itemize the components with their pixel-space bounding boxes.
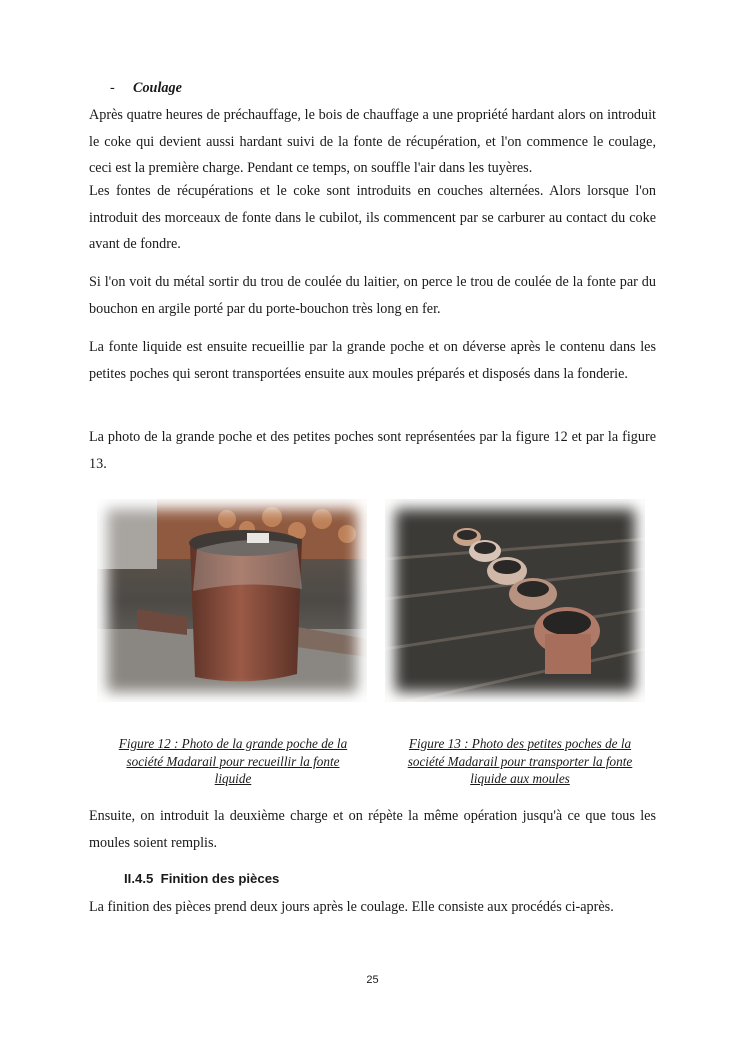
- paragraph-2: Les fontes de récupérations et le coke sont introduits en couches alternées. Alors lorsque l'on introduit des morceaux de fonte dans le cubilot, ils commencent par se carburer au contact du coke avant de fondre.: [89, 183, 656, 252]
- section-title: Coulage: [133, 80, 182, 96]
- figure-13-caption: Figure 13 : Photo des petites poches de la société Madarail pour transporter la fonte liquide aux moules: [407, 736, 633, 786]
- page-number: 25: [366, 974, 379, 986]
- bullet-dash: -: [110, 80, 115, 96]
- figure-12-caption: Figure 12 : Photo de la grande poche de la société Madarail pour recueillir la fonte liquide: [118, 736, 348, 786]
- paragraph-7: La finition des pièces prend deux jours après le coulage. Elle consiste aux procédés ci-après.: [89, 899, 614, 915]
- paragraph-4: La fonte liquide est ensuite recueillie par la grande poche et on déverse après le contenu dans les petites poches qui seront transportées ensuite aux moules préparés et disposés dans la fonderie.: [89, 339, 656, 382]
- large-ladle-image: [97, 499, 367, 702]
- paragraph-6: Ensuite, on introduit la deuxième charge et on répète la même opération jusqu'à ce que tous les moules soient remplis.: [89, 808, 656, 851]
- section-heading: [110, 78, 182, 98]
- figure-13-photo: [385, 499, 645, 702]
- paragraph-5: La photo de la grande poche et des petites poches sont représentées par la figure 12 et par la figure 13.: [89, 429, 656, 472]
- paragraph-1: Après quatre heures de préchauffage, le bois de chauffage a une propriété hardant alors on introduit le coke qui devient aussi hardant suivi de la fonte de récupération, et l'on commence le coulage, ceci est la première charge. Pendant ce temps, on souffle l'air dans les tuyères.: [89, 107, 656, 176]
- figure-12-photo: [97, 499, 367, 702]
- subsection-title: Finition des pièces: [160, 871, 280, 886]
- subsection-heading: [124, 869, 279, 889]
- small-ladles-image: [385, 499, 645, 702]
- subsection-number: II.4.5: [124, 871, 154, 886]
- paragraph-3: Si l'on voit du métal sortir du trou de coulée du laitier, on perce le trou de coulée de la fonte par du bouchon en argile porté par du porte-bouchon très long en fer.: [89, 274, 656, 317]
